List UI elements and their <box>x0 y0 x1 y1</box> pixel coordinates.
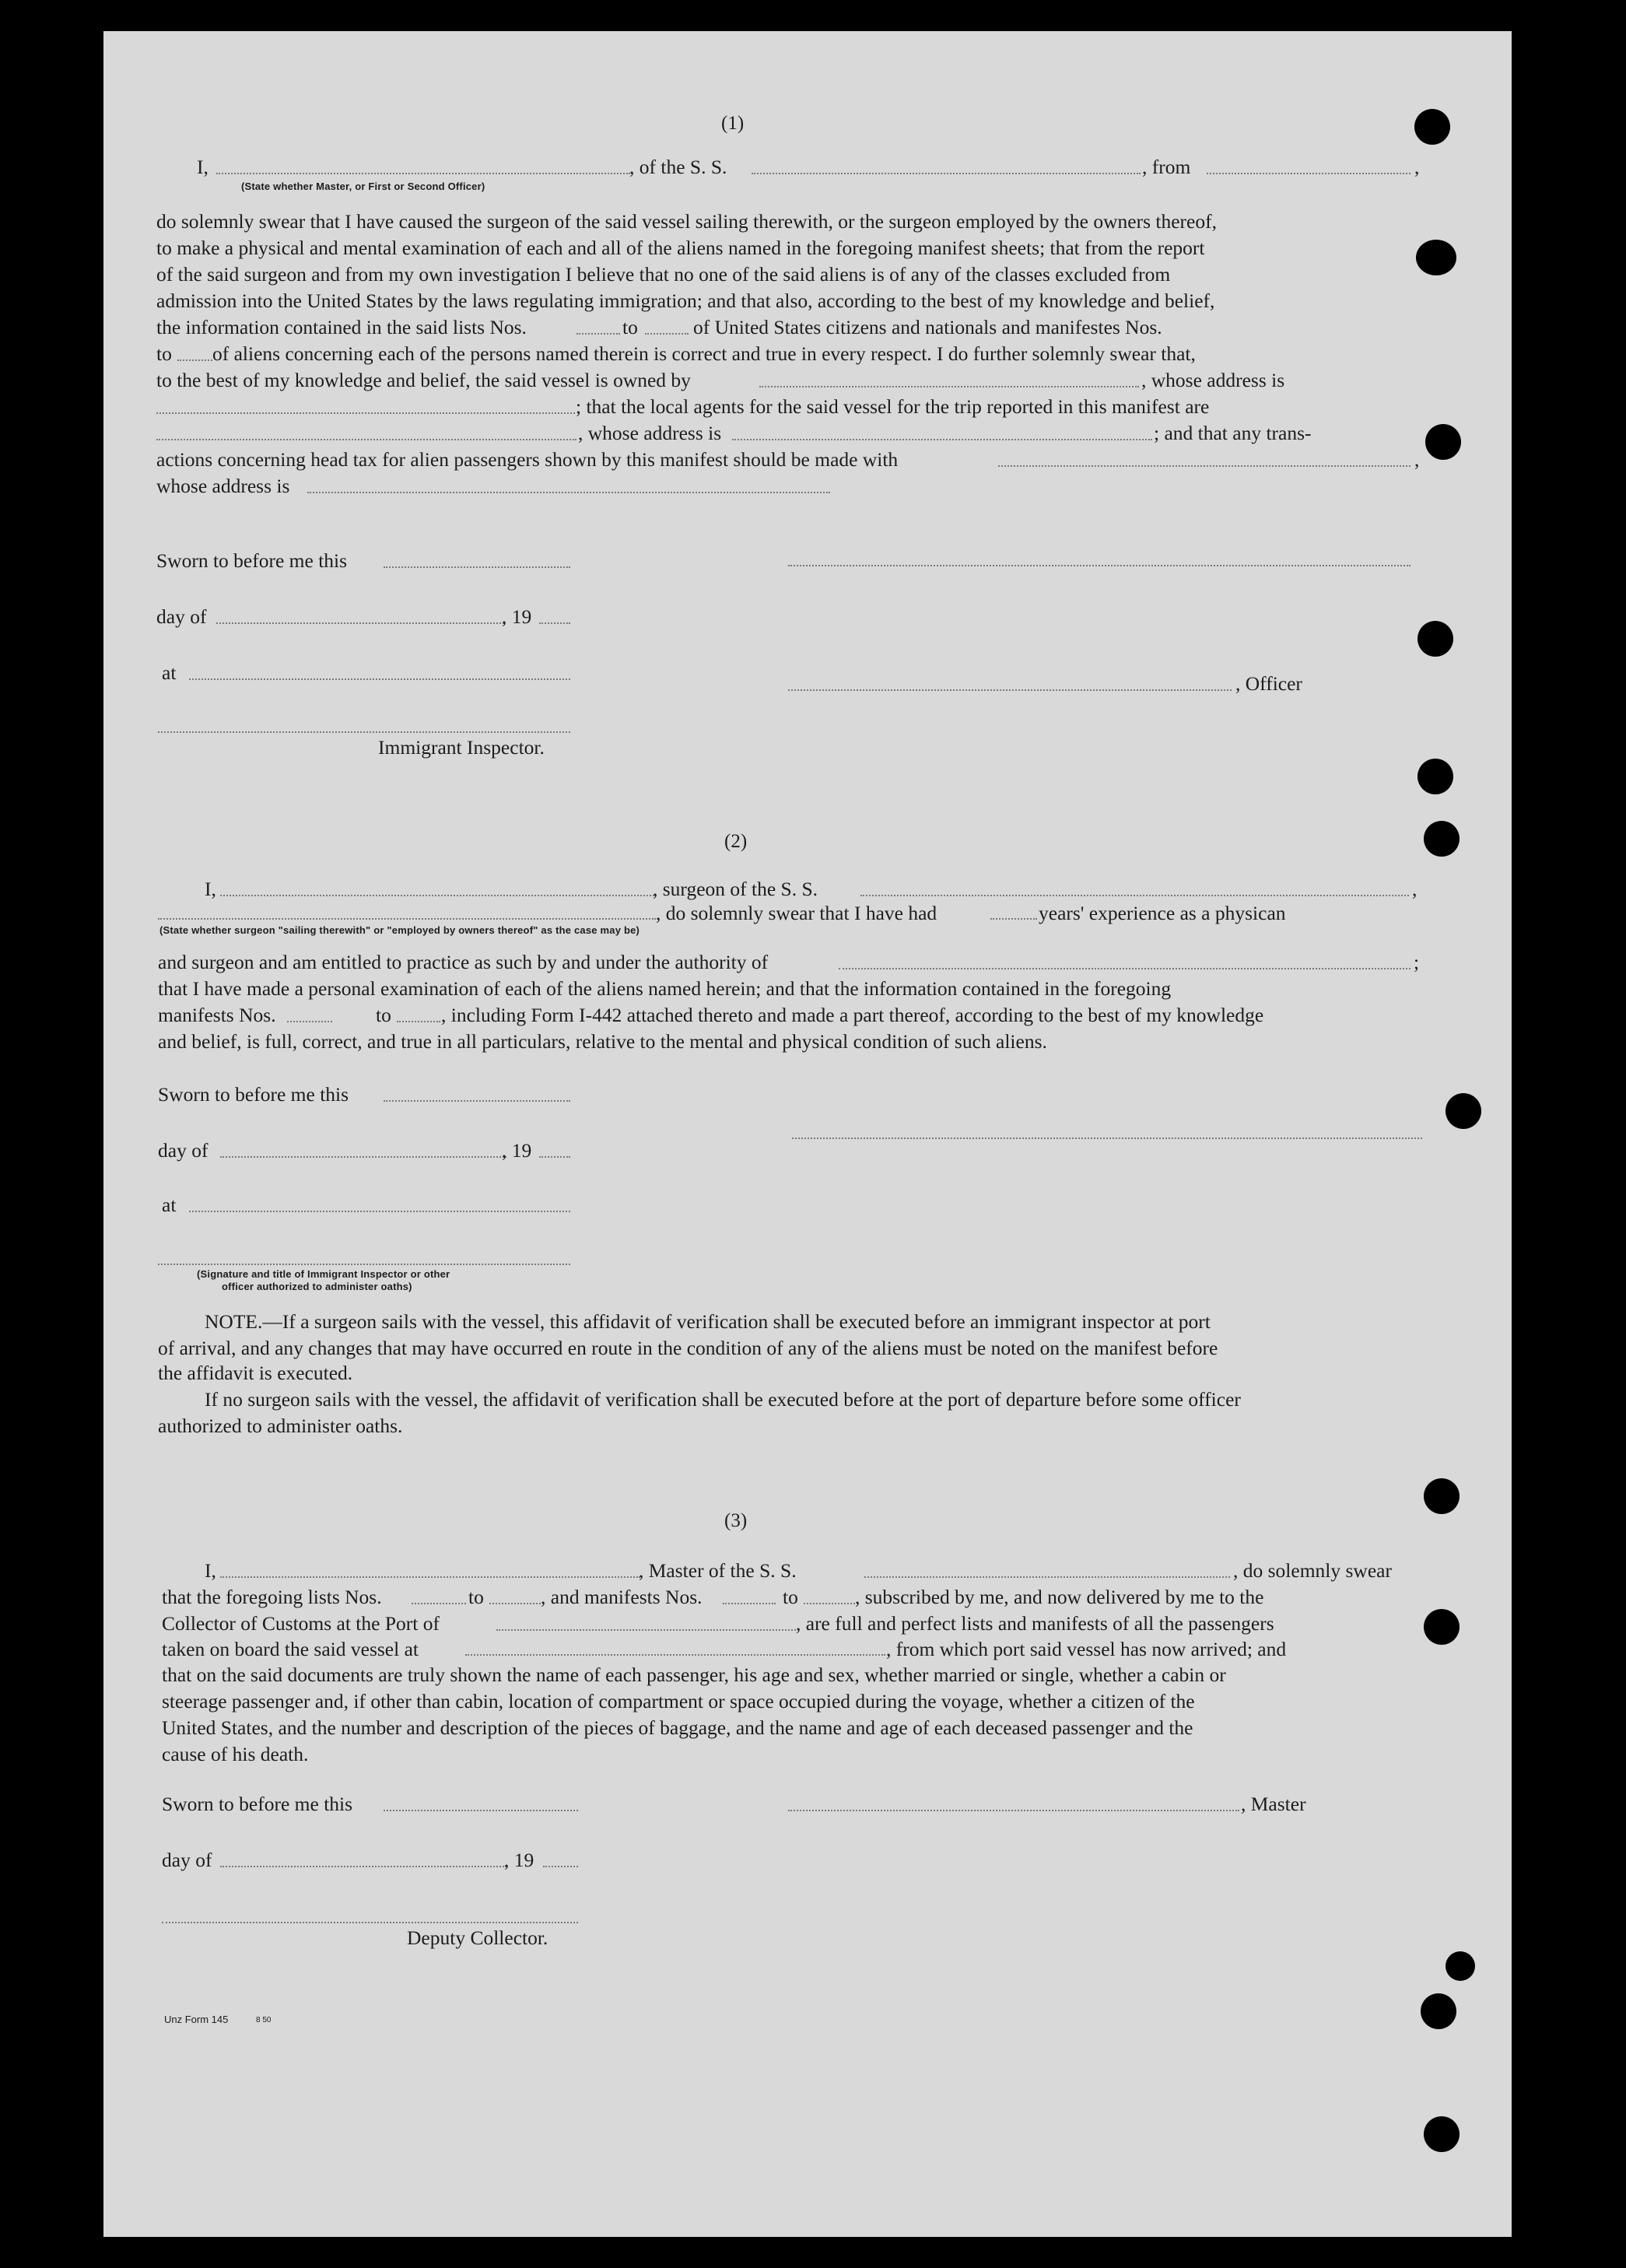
s1-owner-address-field[interactable] <box>156 412 575 414</box>
s2-day-of: day of <box>158 1139 209 1162</box>
s1-month-field[interactable] <box>216 622 504 624</box>
s2-i: I, <box>205 878 216 900</box>
s3-i: I, <box>205 1559 216 1582</box>
binder-hole <box>1424 1609 1460 1645</box>
s1-aliens-text: of aliens concerning each of the persons named therein is correct and true in every respect. I do further solemnly swear that, <box>212 342 1196 365</box>
s2-signature-field[interactable] <box>792 1138 1422 1139</box>
s2-sig-caption-2: officer authorized to administer oaths) <box>222 1281 412 1292</box>
s3-master-sign-field[interactable] <box>788 1810 1239 1811</box>
s3-lists-c: , subscribed by me, and now delivered by me to the <box>855 1586 1264 1608</box>
s3-master: , Master <box>1241 1793 1306 1815</box>
s3-collector: Collector of Customs at the Port of <box>162 1612 440 1635</box>
s3-deputy: Deputy Collector. <box>407 1926 548 1949</box>
form-date: 8 50 <box>256 2016 272 2024</box>
s2-para-line: and belief, is full, correct, and true in all particulars, relative to the mental and physical condition of such aliens. <box>158 1030 1047 1053</box>
note-line: If no surgeon sails with the vessel, the affidavit of verification shall be executed before at the port of departure before some officer <box>205 1388 1241 1411</box>
binder-hole <box>1417 621 1453 657</box>
s3-para-line: cause of his death. <box>162 1743 309 1765</box>
s1-owned-end: , whose address is <box>1141 369 1285 391</box>
s1-addr-text-b: ; and that any trans- <box>1154 422 1312 444</box>
s1-officer: , Officer <box>1235 672 1302 695</box>
s3-year-field[interactable] <box>543 1866 578 1867</box>
s2-instruction: (State whether surgeon "sailing therewith" or "employed by owners thereof" as the case may be) <box>159 924 640 936</box>
s3-year: , 19 <box>504 1849 534 1871</box>
s3-deputy-sign-field[interactable] <box>162 1922 578 1923</box>
binder-hole <box>1446 1093 1481 1129</box>
s1-i: I, <box>197 156 209 178</box>
note-line: of arrival, and any changes that may have occurred en route in the condition of any of the aliens must be noted on the manifest before <box>158 1337 1218 1359</box>
s1-officer-name-field[interactable] <box>216 173 630 174</box>
s3-manifests-to-field[interactable] <box>804 1603 855 1604</box>
s1-at-field[interactable] <box>189 678 570 680</box>
s2-sig-caption-1: (Signature and title of Immigrant Inspector or other <box>197 1268 450 1280</box>
s1-from-field[interactable] <box>1207 173 1410 174</box>
s3-day-of: day of <box>162 1849 212 1871</box>
form-number: Unz Form 145 <box>164 2014 229 2025</box>
s1-info-text: the information contained in the said lists Nos. <box>156 316 527 338</box>
s3-lists-to1: to <box>468 1586 484 1608</box>
binder-hole <box>1424 1478 1460 1514</box>
s1-para-line: admission into the United States by the laws regulating immigration; and that also, according to the best of my knowledge and belief, <box>156 289 1215 312</box>
s2-status-field[interactable] <box>158 918 656 920</box>
s2-manifests-a: manifests Nos. <box>158 1004 276 1026</box>
section-3-number: (3) <box>724 1510 748 1531</box>
s1-signature-field[interactable] <box>788 565 1410 566</box>
s1-year-field[interactable] <box>539 622 570 624</box>
s2-solemnly-b: years' experience as a physican <box>1039 902 1286 924</box>
s3-lists-to2: to <box>783 1586 798 1608</box>
s2-authority-end: ; <box>1414 951 1420 973</box>
s1-instruction: (State whether Master, or First or Second Officer) <box>241 181 485 192</box>
note-line: authorized to administer oaths. <box>158 1414 403 1437</box>
s2-para-line: that I have made a personal examination of each of the aliens named herein; and that the information contained in the foregoing <box>158 977 1172 1000</box>
s3-lists-a: that the foregoing lists Nos. <box>162 1586 382 1608</box>
s3-name-field[interactable] <box>220 1576 640 1578</box>
s1-head-tax-field[interactable] <box>998 465 1410 467</box>
s2-manifests-from-field[interactable] <box>287 1021 332 1022</box>
s3-master-of: , Master of the S. S. <box>639 1559 797 1582</box>
s2-year: , 19 <box>502 1139 532 1162</box>
s1-agents-text: ; that the local agents for the said vessel for the trip reported in this manifest are <box>576 395 1210 418</box>
s1-officer-field[interactable] <box>788 689 1232 691</box>
s1-year: , 19 <box>502 605 532 628</box>
s2-solemnly-a: , do solemnly swear that I have had <box>656 902 937 924</box>
s3-swear: , do solemnly swear <box>1233 1559 1392 1582</box>
s1-from: , from <box>1142 156 1191 178</box>
s1-head-tax-text: actions concerning head tax for alien passengers shown by this manifest should be made with <box>156 448 899 471</box>
binder-hole <box>1424 821 1460 857</box>
binder-hole <box>1425 424 1461 460</box>
s1-at: at <box>162 661 177 684</box>
s1-para-line: do solemnly swear that I have caused the surgeon of the said vessel sailing therewith, or the surgeon employed by the owners thereof, <box>156 210 1217 233</box>
binder-hole <box>1446 1951 1475 1981</box>
s1-sworn: Sworn to before me this <box>156 549 348 572</box>
s2-surgeon-of: , surgeon of the S. S. <box>653 878 818 900</box>
s2-manifests-b: , including Form I-442 attached thereto and made a part thereof, according to the best of my knowledge <box>441 1004 1264 1026</box>
s3-taken-end: , from which port said vessel has now arrived; and <box>886 1638 1287 1660</box>
manifest-affidavit-page <box>103 31 1512 2237</box>
s1-head-tax-address-field[interactable] <box>307 492 830 493</box>
s3-lists-to-field[interactable] <box>489 1603 541 1604</box>
s3-taken-field[interactable] <box>465 1654 885 1656</box>
s2-manifests-to: to <box>376 1004 391 1026</box>
s3-sworn-date-field[interactable] <box>384 1810 578 1811</box>
s1-agents-address-field[interactable] <box>732 439 1152 440</box>
s1-head-tax-end: , <box>1414 448 1420 471</box>
s1-vessel-field[interactable] <box>752 173 1141 174</box>
s3-taken: taken on board the said vessel at <box>162 1638 419 1660</box>
s1-info-to: to <box>622 316 638 338</box>
s1-sworn-date-field[interactable] <box>384 566 570 568</box>
s1-lists-from-field[interactable] <box>576 333 620 335</box>
s3-para-line: steerage passenger and, if other than cabin, location of compartment or space occupied during the voyage, whether a citizen of the <box>162 1690 1195 1712</box>
s1-lists-to-field[interactable] <box>645 333 689 335</box>
s3-lists-b: , and manifests Nos. <box>541 1586 703 1608</box>
s3-sworn: Sworn to before me this <box>162 1793 353 1815</box>
s2-year-field[interactable] <box>539 1156 570 1158</box>
s3-lists-from-field[interactable] <box>412 1603 466 1604</box>
binder-hole <box>1414 109 1450 145</box>
binder-hole <box>1421 1993 1456 2029</box>
s2-sworn-date-field[interactable] <box>384 1100 570 1102</box>
s1-addr-text-a: , whose address is <box>578 422 722 444</box>
s2-month-field[interactable] <box>220 1156 506 1158</box>
s2-authority: and surgeon and am entitled to practice as such by and under the authority of <box>158 951 769 973</box>
s2-vessel-field[interactable] <box>860 895 1409 896</box>
s1-para-line: of the said surgeon and from my own investigation I believe that no one of the said aliens is of any of the classes excluded from <box>156 263 1171 286</box>
s1-info-text-b: of United States citizens and nationals and manifestes Nos. <box>693 316 1162 338</box>
s3-manifests-from-field[interactable] <box>723 1603 776 1604</box>
s3-vessel-field[interactable] <box>864 1576 1230 1578</box>
s1-aliens-to: to <box>156 342 172 365</box>
s1-inspector-sign-field[interactable] <box>158 731 570 733</box>
s1-day-of: day of <box>156 605 207 628</box>
s2-name-field[interactable] <box>220 895 654 896</box>
s2-at-field[interactable] <box>189 1211 570 1212</box>
binder-hole <box>1417 759 1453 794</box>
s3-para-line: that on the said documents are truly shown the name of each passenger, his age and sex, whether married or single, whether a cabin or <box>162 1663 1226 1686</box>
note-line: the affidavit is executed. <box>158 1362 353 1384</box>
s2-manifests-to-field[interactable] <box>397 1021 440 1022</box>
s1-owner-field[interactable] <box>759 386 1139 387</box>
s2-years-field[interactable] <box>990 918 1037 920</box>
s1-owned-text: to the best of my knowledge and belief, the said vessel is owned by <box>156 369 691 391</box>
s2-at: at <box>162 1194 177 1216</box>
s2-authority-field[interactable] <box>839 968 1410 969</box>
s1-inspector: Immigrant Inspector. <box>378 736 545 759</box>
s2-sworn: Sworn to before me this <box>158 1083 349 1106</box>
s1-comma: , <box>1414 156 1420 178</box>
binder-hole <box>1424 2116 1460 2152</box>
s3-month-field[interactable] <box>220 1866 506 1867</box>
binder-hole <box>1416 240 1456 275</box>
s3-port-field[interactable] <box>496 1629 796 1631</box>
s3-collector-end: , are full and perfect lists and manifests of all the passengers <box>796 1612 1274 1635</box>
s3-para-line: United States, and the number and description of the pieces of baggage, and the name and age of each deceased passenger and the <box>162 1716 1193 1739</box>
s1-of-ss: , of the S. S. <box>629 156 727 178</box>
s1-manifests-to-field[interactable] <box>177 359 212 361</box>
s2-comma: , <box>1412 878 1417 900</box>
section-2-number: (2) <box>724 831 748 852</box>
s1-whose-text: whose address is <box>156 475 290 497</box>
section-1-number: (1) <box>721 113 745 134</box>
s1-agents-field[interactable] <box>156 439 576 440</box>
note-line: NOTE.—If a surgeon sails with the vessel, this affidavit of verification shall be executed before an immigrant inspector at port <box>205 1310 1211 1333</box>
s1-para-line: to make a physical and mental examination of each and all of the aliens named in the foregoing manifest sheets; that from the report <box>156 237 1205 259</box>
s2-sign-field[interactable] <box>158 1264 570 1265</box>
